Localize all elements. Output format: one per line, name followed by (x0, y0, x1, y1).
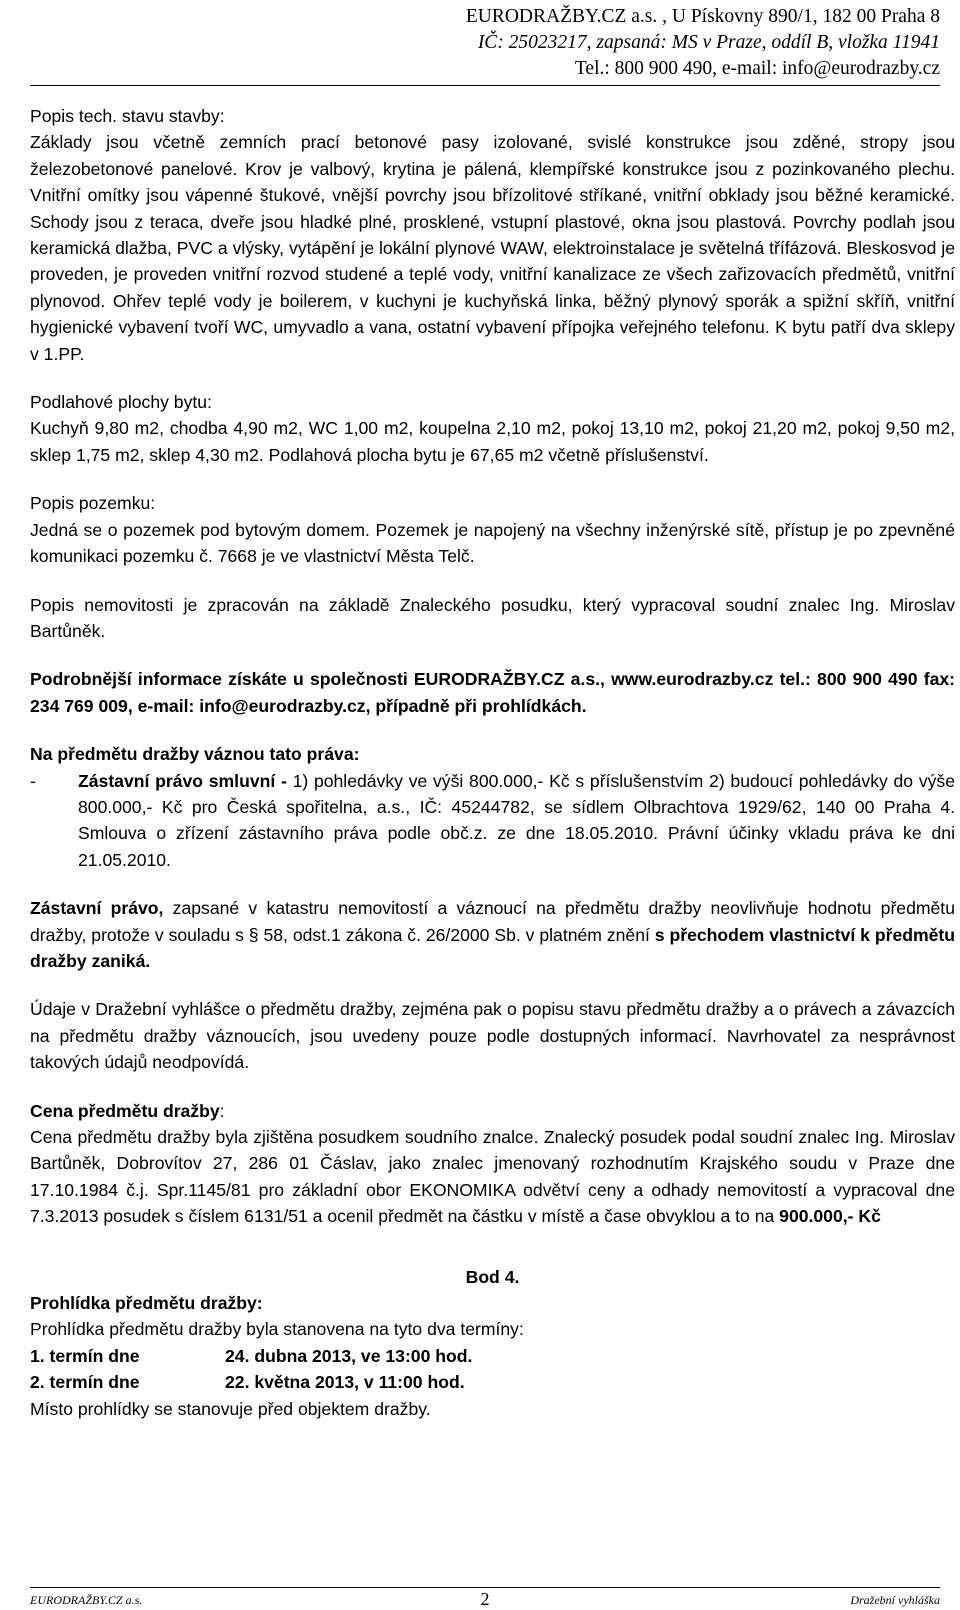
viewing-place: Místo prohlídky se stanovuje před objektem dražby. (30, 1398, 431, 1419)
price-text: Cena předmětu dražby byla zjištěna posudkem soudního znalce. Znalecký posudek podal soudní znalec Ing. Miroslav Bartůněk, Dobrovítov 27, 286 01 Čáslav, jako znalec jmenovaný rozhodnutím Krajského soudu v Praze dne 17.10.1984 č.j. Spr.1145/81 pro základní obor EKONOMIKA odvětví ceny a odhady nemovitostí a vypracoval dne 7.3.2013 posudek s číslem 6131/51 a ocenil předmět na částku v místě a čase obvyklou a to na 900.000,- Kč (30, 1127, 955, 1227)
contact-text: Podrobnější informace získáte u společnosti EURODRAŽBY.CZ a.s., www.eurodrazby.cz tel.: 800 900 490 fax: 234 769 009, e-mail: info@eurodrazby.cz, případně při prohlídkách. (30, 669, 955, 716)
footer-company: EURODRAŽBY.CZ a.s. (30, 1593, 143, 1607)
header-registration: IČ: 25023217, zapsaná: MS v Praze, oddíl B, vložka 11941 (477, 32, 940, 53)
source-paragraph: Popis nemovitosti je zpracován na základě Znaleckého posudku, který vypracoval soudní znalec Ing. Miroslav Bartůněk. (30, 594, 955, 641)
viewing-heading: Prohlídka předmětu dražby: (30, 1293, 263, 1314)
page-header (0, 0, 960, 86)
tech-text: Základy jsou včetně zemních prací betonové pasy izolované, svislé konstrukce jsou zděné, stropy jsou železobetonové panelové. Krov je valbový, krytina je pálená, klempířské konstrukce jsou z pozinkovaného plechu. Vnitřní omítky jsou vápenné štukové, vnější povrchy jsou břízolitové stříkané, vnitřní obklady jsou běžné keramické. Schody jsou z teraca, dveře jsou hladké plné, prosklené, vstupní plastové, okna jsou plastová. Povrchy podlah jsou keramická dlažba, PVC a vlýsky, vytápění je lokální plynové WAW, elektroinstalace je světelná třífázová. Bleskosvod je proveden, je proveden vnitřní rozvod studené a teplé vody, vnitřní kanalizace ze všech zařizovacích předmětů, vnitřní plynovod. Ohřev teplé vody je boilerem, v kuchyni je kuchyňská linka, běžný plynový sporák a spižní skříň, vnitřní hygienické vybavení tvoří WC, umyvadlo a vana, ostatní vybavení přípojka veřejného telefonu. K bytu patří dva sklepy v 1.PP. (30, 132, 955, 364)
rights-heading: Na předmětu dražby váznou tato práva: (30, 744, 360, 765)
viewing-intro: Prohlídka předmětu dražby byla stanovena na tyto dva termíny: (30, 1319, 524, 1340)
list-dash: - (30, 770, 36, 791)
viewing-term-1: 1. termín dne 24. dubna 2013, ve 13:00 hod. (30, 1345, 473, 1366)
land-text: Jedná se o pozemek pod bytovým domem. Pozemek je napojený na všechny inženýrské sítě, přístup je po zpevněné komunikaci pozemku č. 7668 je ve vlastnictví Města Telč. (30, 519, 955, 567)
rights-list-item (30, 768, 955, 874)
rights-item-bold: Zástavní právo smluvní - (78, 770, 287, 791)
page-number: 2 (480, 1589, 490, 1609)
header-company: EURODRAŽBY.CZ a.s. , U Pískovny 890/1, 182 00 Praha 8 (465, 6, 940, 27)
header-contact: Tel.: 800 900 490, e-mail: info@eurodrazby.cz (574, 58, 940, 79)
viewing-term-2: 2. termín dne 22. května 2013, v 11:00 hod. (30, 1372, 465, 1393)
price-amount: 900.000,- Kč (779, 1206, 881, 1227)
disclaimer-paragraph: Údaje v Dražební vyhlášce o předmětu dražby, zejména pak o popisu stavu předmětu dražby a o právech a závazcích na předmětu dražby váznoucích, jsou uvedeny pouze podle dostupných informací. Navrhovatel za nesprávnost takových údajů neodpovídá. (30, 999, 955, 1073)
section-title: Bod 4. (465, 1266, 520, 1287)
tech-heading: Popis tech. stavu stavby: (30, 106, 225, 126)
document-body (30, 103, 955, 1422)
footer-rule (30, 1587, 940, 1588)
land-heading: Popis pozemku: (30, 493, 156, 514)
header-rule (30, 85, 940, 86)
floor-heading: Podlahové plochy bytu: (30, 392, 212, 413)
lien-paragraph: Zástavní právo, zapsané v katastru nemovitostí a váznoucí na předmětu dražby neovlivňuje hodnotu předmětu dražby, protože v souladu s § 58, odst.1 zákona č. 26/2000 Sb. v platném znění s přechodem vlastnictví k předmětu dražby zaniká. (30, 898, 956, 971)
page-footer (30, 1587, 940, 1609)
floor-text: Kuchyň 9,80 m2, chodba 4,90 m2, WC 1,00 m2, koupelna 2,10 m2, pokoj 13,10 m2, pokoj 21,20 m2, pokoj 9,50 m2, sklep 1,75 m2, sklep 4,30 m2. Podlahová plocha bytu je 67,65 m2 včetně příslušenství. (30, 418, 955, 465)
price-heading: Cena předmětu dražby: (30, 1100, 225, 1121)
rights-item-text: 1) pohledávky ve výši 800.000,- Kč s příslušenstvím 2) budoucí pohledávky do výše 800.000,- Kč pro Česká spořitelna, a.s., IČ: 45244782, se sídlem Olbrachtova 1929/62, 140 00 Praha 4. Smlouva o zřízení zástavního práva podle obč.z. ze dne 18.05.2010. Právní účinky vkladu práva ke dni 21.05.2010. (78, 770, 955, 870)
footer-document-title: Dražební vyhláška (850, 1593, 940, 1607)
contact-paragraph (30, 666, 955, 719)
